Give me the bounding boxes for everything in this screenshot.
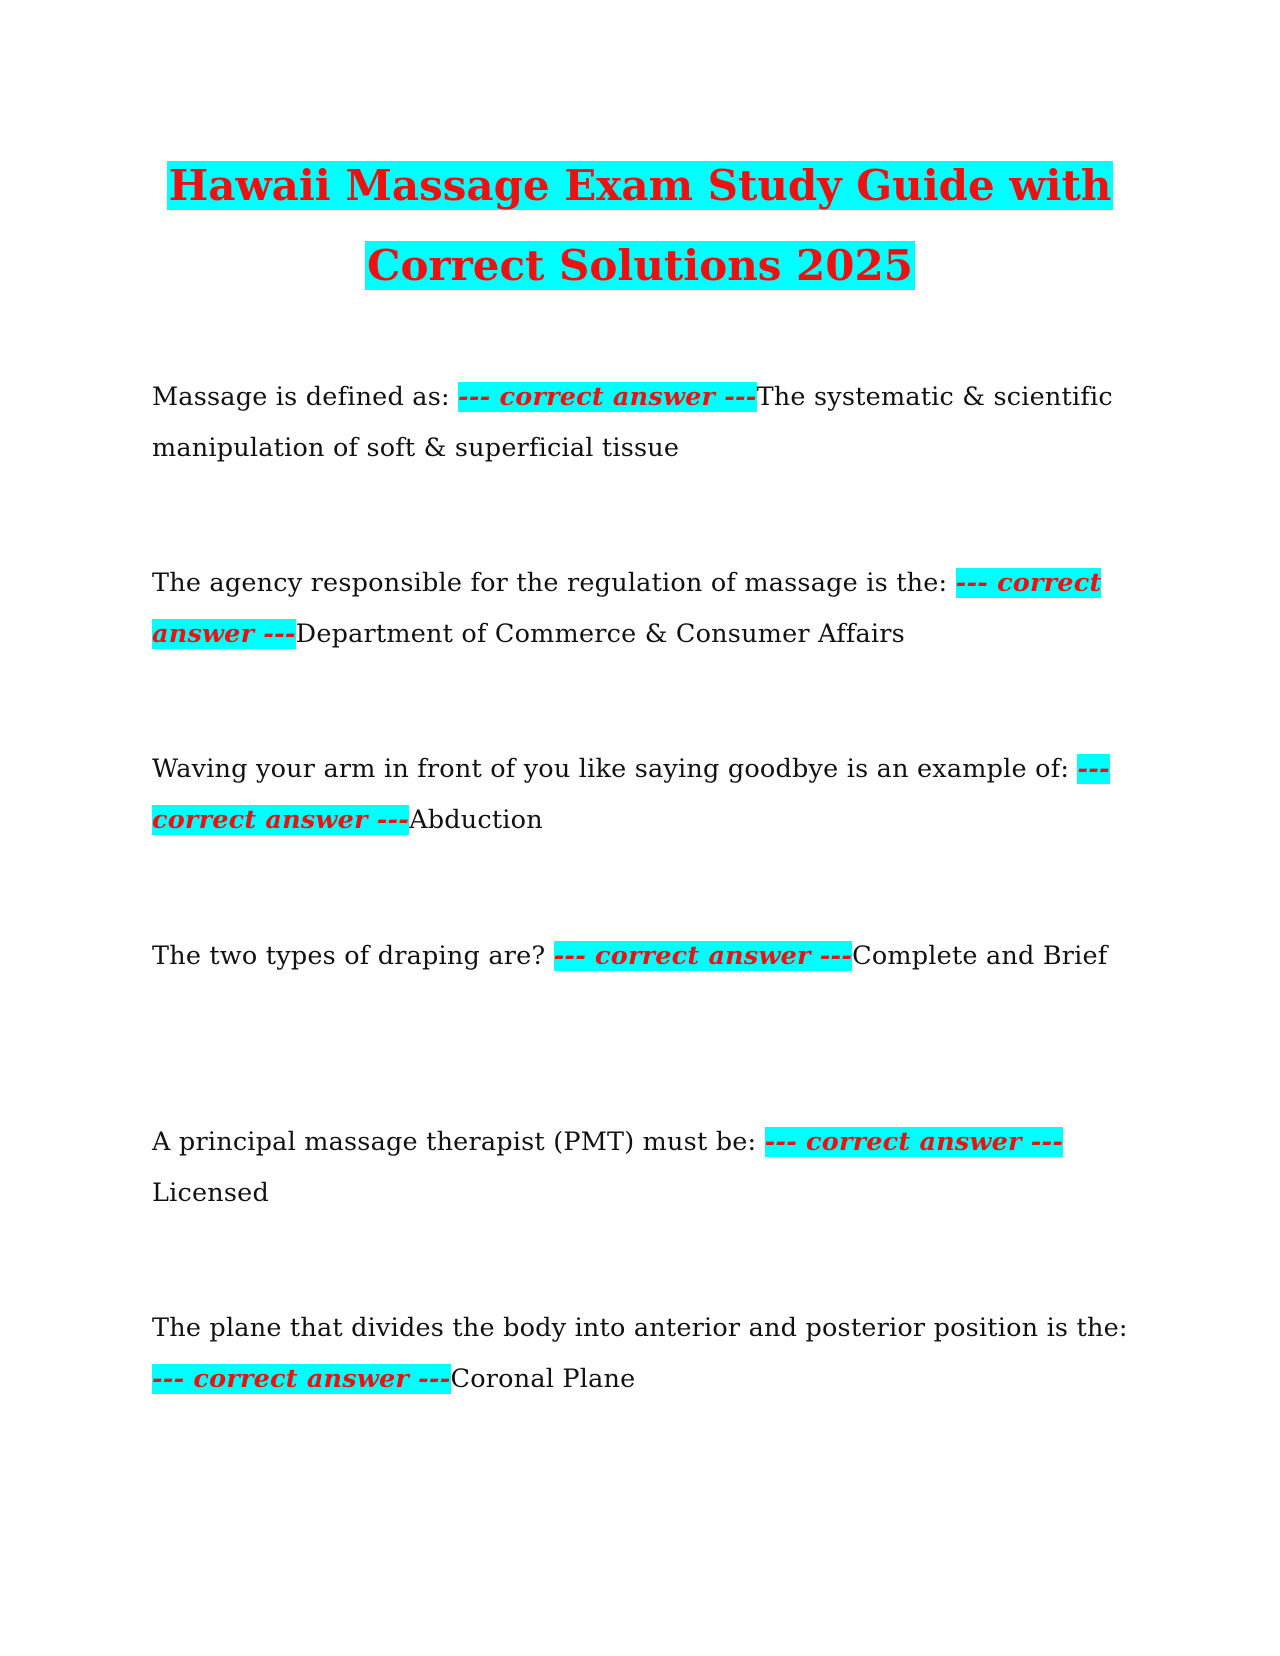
question-item [152, 931, 1132, 982]
question-text: The agency responsible for the regulation of massage is the: [152, 568, 956, 598]
question-text: The plane that divides the body into anterior and posterior position is the: [152, 1313, 1128, 1343]
answer-text: Licensed [152, 1178, 269, 1208]
answer-text: The systematic & scientific manipulation of soft & superficial tissue [152, 382, 1113, 463]
answer-text: Department of Commerce & Consumer Affairs [295, 619, 905, 649]
title-line-2: Correct Solutions 2025 [367, 241, 913, 290]
answer-text: Abduction [409, 805, 543, 835]
question-item [152, 1117, 1132, 1219]
correct-answer-marker: --- correct answer --- [152, 1364, 451, 1394]
correct-answer-marker: --- correct answer --- [152, 754, 1110, 835]
answer-text: Complete and Brief [852, 941, 1108, 971]
question-item [152, 372, 1132, 474]
title-line-1: Hawaii Massage Exam Study Guide with [168, 161, 1112, 210]
answer-text: Coronal Plane [450, 1364, 636, 1394]
question-item [152, 1303, 1132, 1405]
question-text: Waving your arm in front of you like saying goodbye is an example of: [152, 754, 1078, 784]
question-item [152, 558, 1132, 660]
correct-answer-marker: --- correct answer --- [458, 382, 757, 412]
document-title [150, 146, 1130, 306]
correct-answer-marker: --- correct answer --- [152, 568, 1102, 649]
correct-answer-marker: --- correct answer --- [553, 941, 853, 971]
question-text: A principal massage therapist (PMT) must be: [152, 1127, 765, 1157]
question-item [152, 744, 1132, 846]
correct-answer-marker: --- correct answer --- [764, 1127, 1064, 1157]
question-text: Massage is defined as: [152, 382, 459, 412]
question-text: The two types of draping are? [152, 941, 554, 971]
